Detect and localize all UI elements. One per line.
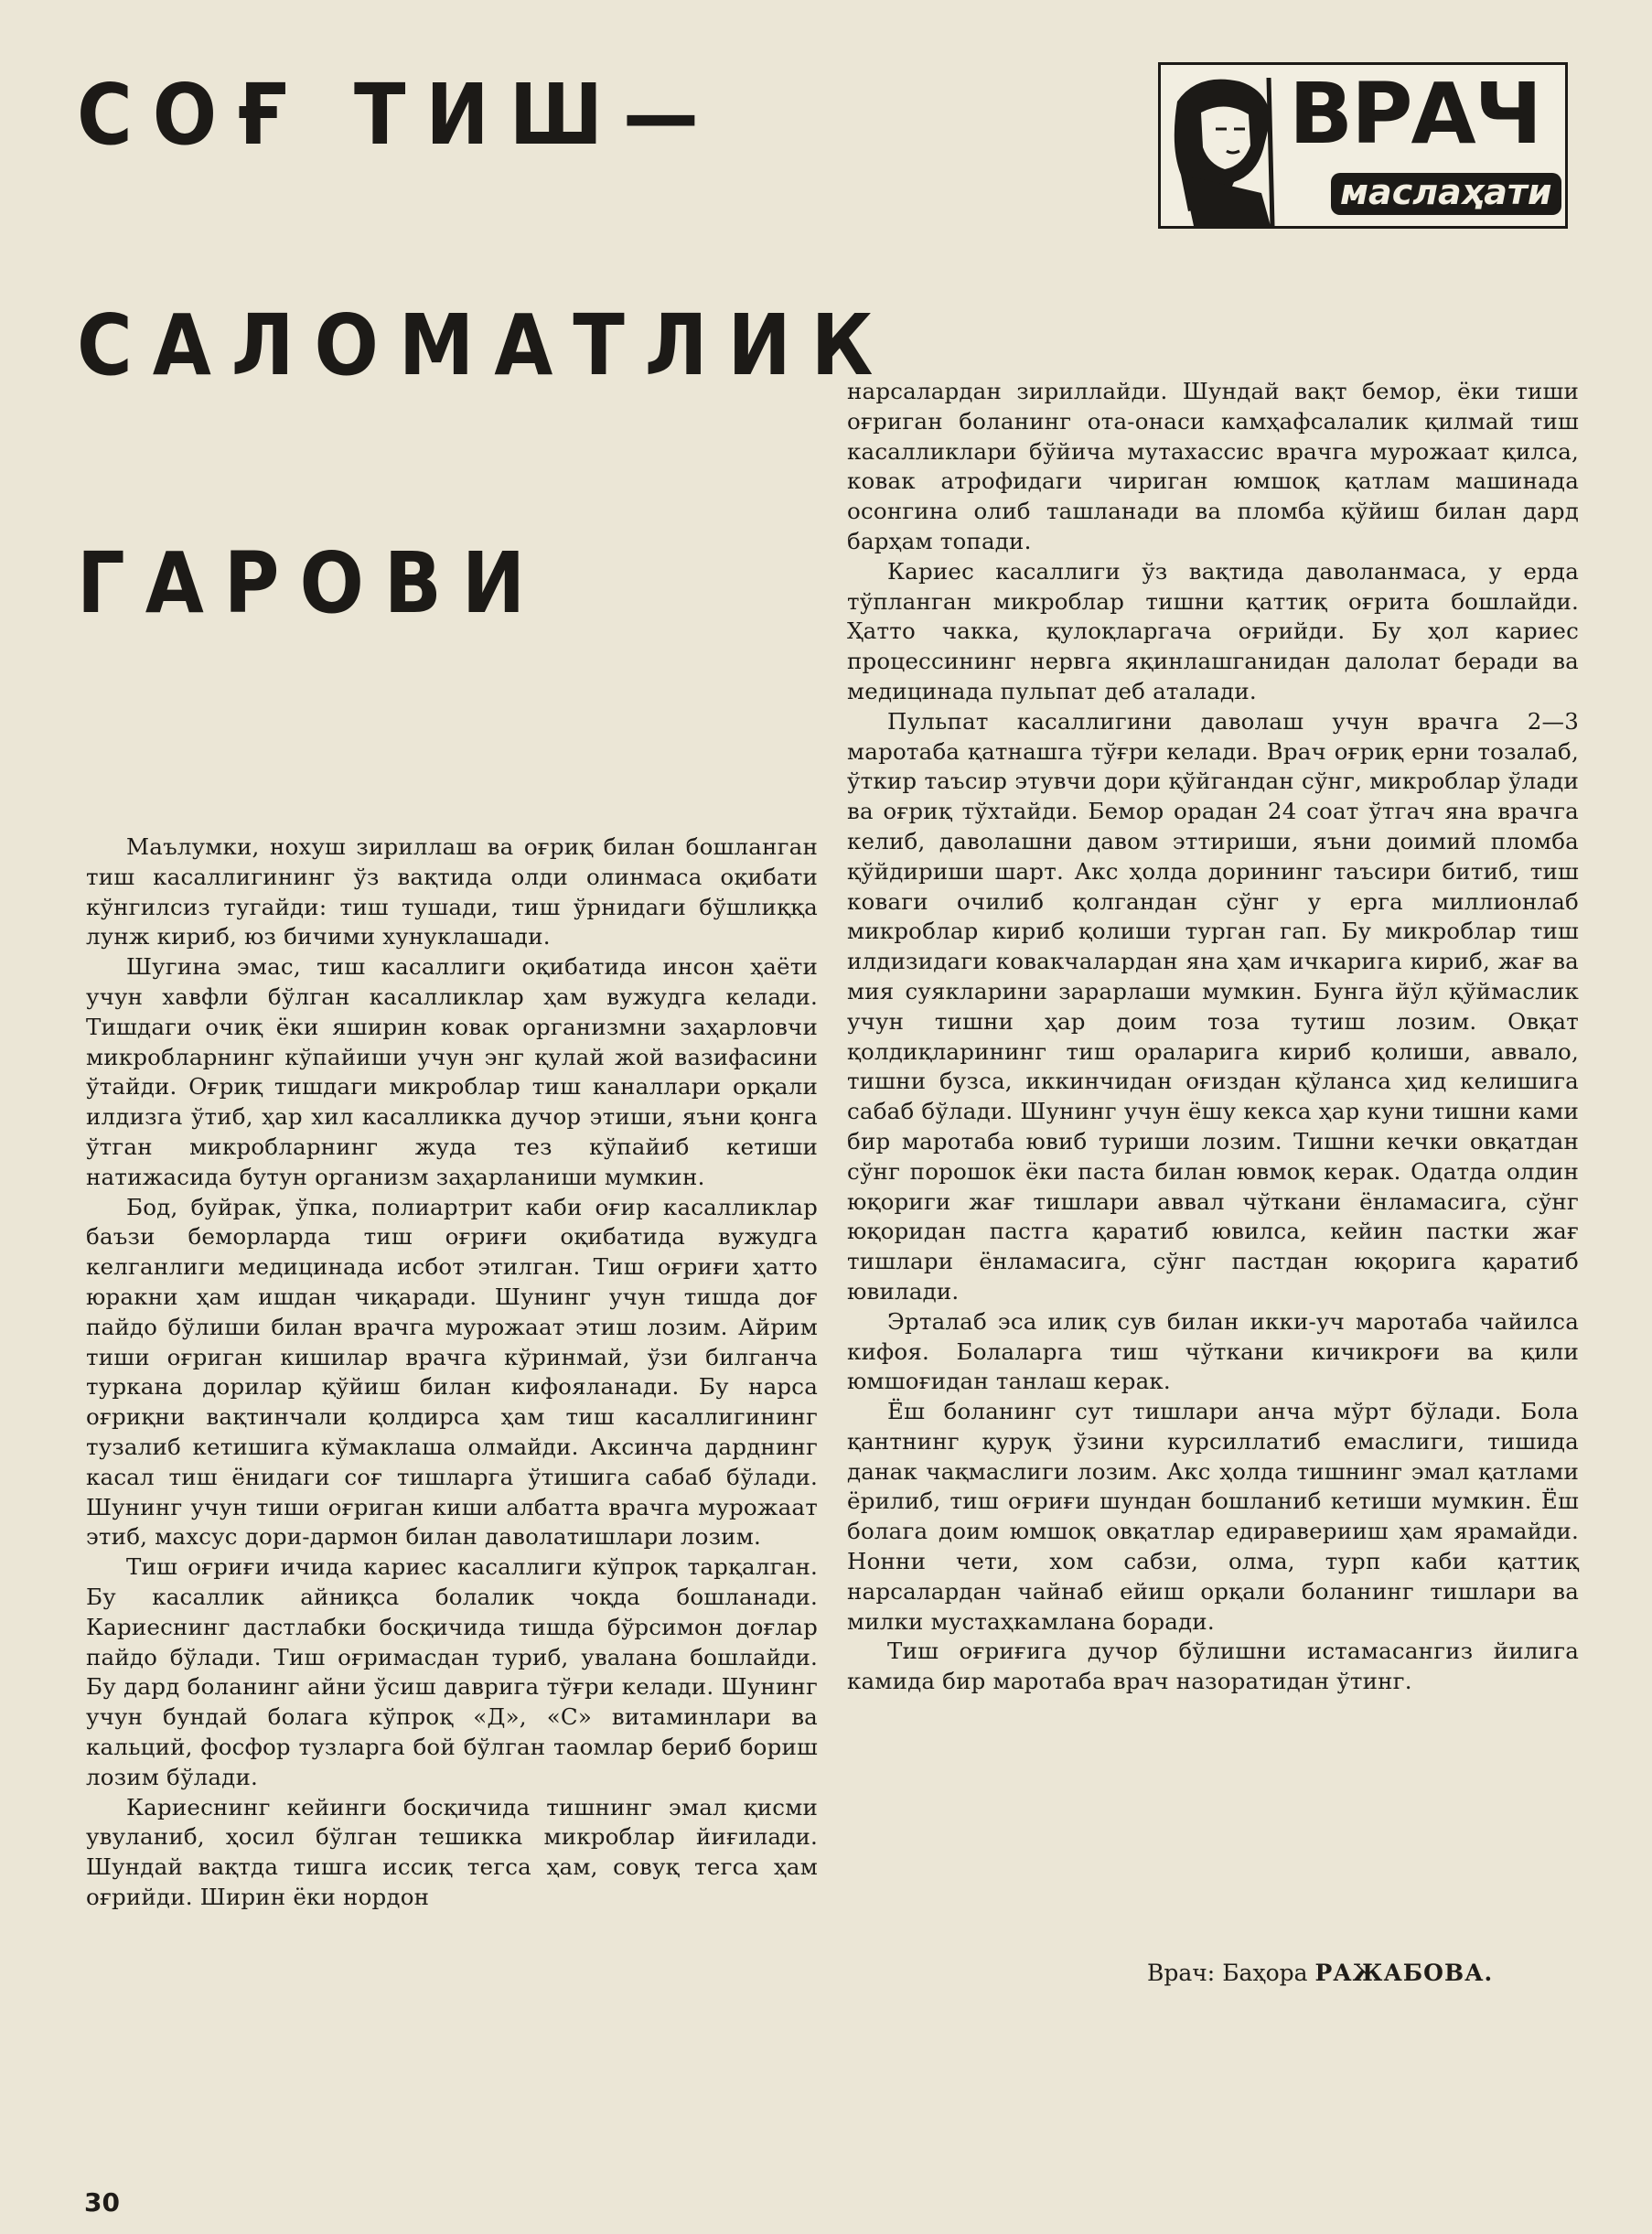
paragraph: Бод, буйрак, ўпка, полиартрит каби оғир касалликлар баъзи беморларда тиш оғриғи оқибатида вужудга келганлиги медицинада исбот этилган. Тиш оғриғи ҳатто юракни ҳам ишдан чиқаради. Шунинг учун тишда доғ пайдо бўлиши билан врачга мурожаат этиш лозим. Айрим тиши оғриган кишилар врачга кўринмай, ўзи билганча туркана дорилар қўйиш билан кифояланади. Бу нарса оғриқни вақтинчали қолдирса ҳам тиш касаллигининг тузалиб кетишига кўмаклаша олмайди. Аксинча дарднинг касал тиш ёнидаги соғ тишларга ўтишига сабаб бўлади. Шунинг учун тиши оғриган киши албатта врачга мурожаат этиб, махсус дори-дармон билан даволатишлари лозим. [86, 1193, 818, 1551]
signature-surname: РАЖАБОВА. [1314, 1960, 1494, 1986]
badge-title: ВРАЧ [1289, 65, 1541, 163]
doctor-advice-badge [1158, 62, 1568, 229]
paragraph-continued: нарсалардан зириллайди. Шундай вақт бемор, ёки тиши оғриган боланинг ота-онаси камҳафсалалик қилмай тиш касалликлари бўйича мутахассис врачга мурожаат қилса, ковак атрофидаги чириган юмшоқ қатлам машинада осонгина олиб ташланади ва пломба қўйиш билан дард барҳам топади. [847, 378, 1579, 554]
headline-line-2: САЛОМАТЛИК [77, 296, 894, 394]
author-signature [1147, 1961, 1493, 1984]
paragraph: Ёш боланинг сут тишлари анча мўрт бўлади. Бола қантнинг қуруқ ўзини курсиллатиб емаслиги, тишида данак чақмаслиги лозим. Акс ҳолда тишнинг эмал қатлами ёрилиб, тиш оғриғи шундан бошланиб кетиши мумкин. Ёш болага доим юмшоқ овқатлар едираверииш ҳам ярамайди. Нонни чети, хом сабзи, олма, турп каби қаттиқ нарсалардан чайнаб ейиш орқали боланинг тишлари ва милки мустаҳкамлана боради. [847, 1398, 1579, 1635]
paragraph: Кариес касаллиги ўз вақтида даволанмаса, у ерда тўпланган микроблар тишни қаттиқ оғрита бошлайди. Ҳатто чакка, қулоқларгача оғрийди. Бу ҳол кариес процессининг нервга яқинлашганидан далолат беради ва медицинада пульпат деб аталади. [847, 557, 1579, 704]
left-text-column [86, 832, 818, 1913]
page-number: 30 [84, 2187, 120, 2218]
paragraph: Тиш оғриғига дучор бўлишни истамасангиз йилига камида бир маротаба врач назоратидан ўтинг. [847, 1638, 1579, 1695]
signature-prefix: Врач: [1147, 1960, 1216, 1986]
headline-line-3: ГАРОВИ [77, 534, 546, 632]
badge-subtitle: маслаҳати [1331, 173, 1561, 215]
paragraph: Маълумки, нохуш зириллаш ва оғриқ билан бошланган тиш касаллигининг ўз вақтида олди олинмаса оқибати кўнгилсиз тугайди: тиш тушади, тиш ўрнидаги бўшлиққа лунж кириб, юз бичими хунуклашади. [86, 833, 818, 951]
paragraph: Эрталаб эса илиқ сув билан икки-уч маротаба чайилса кифоя. Болаларга тиш чўткани кичикроғи ва қили юмшоғидан танлаш керак. [847, 1307, 1579, 1395]
paragraph: Пульпат касаллигини даволаш учун врачга 2—3 маротаба қатнашга тўғри келади. Врач оғриқ ерни тозалаб, ўткир таъсир этувчи дори қўйгандан сўнг, микроблар ўлади ва оғриқ тўхтайди. Бемор орадан 24 соат ўтгач яна врачга келиб, даволашни давом эттириши, яъни доимий пломба қўйдириши шарт. Акс ҳолда дорининг таъсири битиб, тиш коваги очилиб қолгандан сўнг у ерга миллионлаб микроблар кириб қолиши турган гап. Бу микроблар тиш илдизидаги ковакчалардан яна ҳам ичкарига кириб, жағ ва мия суякларини зарарлаши мумкин. Бунга йўл қўймаслик учун тишни ҳар доим тоза тутиш лозим. Овқат қолдиқларининг тиш ораларига кириб қолиши, аввало, тишни бузса, иккинчидан оғиздан қўланса ҳид келишига сабаб бўлади. Шунинг учун ёшу кекса ҳар куни тишни ками бир маротаба ювиб туриши лозим. Тишни кечки овқатдан сўнг порошок ёки паста билан ювмоқ керак. Одатда олдин юқориги жағ тишлари аввал чўткани ёнламасига, сўнг юқоридан пастга қаратиб ювилса, кейин пастки жағ тишлари ёнламасига, сўнг пастдан юқорига қаратиб ювилади. [847, 707, 1579, 1305]
paragraph: Кариеснинг кейинги босқичида тишнинг эмал қисми увуланиб, ҳосил бўлган тешикка микроблар йиғилади. Шундай вақтда тишга иссиқ тегса ҳам, совуқ тегса ҳам оғрийди. Ширин ёки нордон [86, 1793, 818, 1910]
signature-name: Баҳора [1222, 1960, 1308, 1986]
paragraph: Тиш оғриғи ичида кариес касаллиги кўпроқ тарқалган. Бу касаллик айниқса болалик чоқда бошланади. Кариеснинг дастлабки босқичида тишда бўрсимон доғлар пайдо бўлади. Тиш оғримасдан туриб, увалана бошлайди. Бу дард боланинг айни ўсиш даврига тўғри келади. Шунинг учун бундай болага кўпроқ «Д», «С» витаминлари ва кальций, фосфор тузларга бой бўлган таомлар бериб бориш лозим бўлади. [86, 1553, 818, 1790]
paragraph: Шугина эмас, тиш касаллиги оқибатида инсон ҳаёти учун хавфли бўлган касалликлар ҳам вужудга келади. Тишдаги очиқ ёки яширин ковак организмни заҳарловчи микробларнинг кўпайиши учун энг қулай жой вазифасини ўтайди. Оғриқ тишдаги микроблар тиш каналлари орқали илдизга ўтиб, ҳар хил касалликка дучор этиши, яъни қонга ўтган микробларнинг жуда тез кўпайиб кетиши натижасида бутун организм заҳарланиши мумкин. [86, 953, 818, 1190]
right-text-column [847, 377, 1579, 1697]
headline-line-1: СОҒ ТИШ— [77, 66, 719, 164]
